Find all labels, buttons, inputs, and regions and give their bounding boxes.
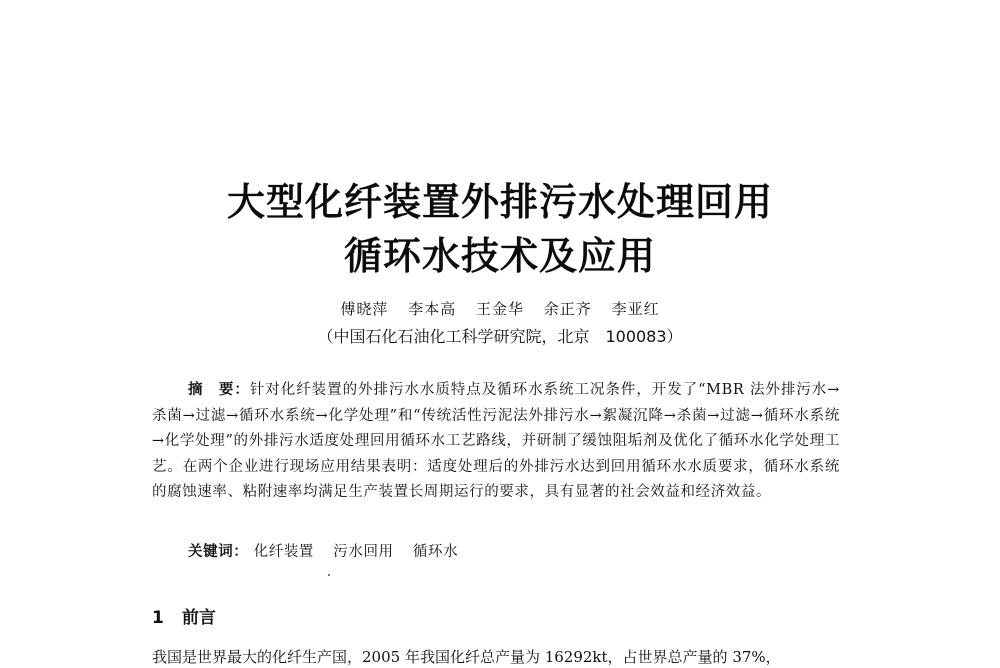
keyword: 化纤装置 bbox=[253, 544, 315, 560]
abstract-text: 针对化纤装置的外排污水水质特点及循环水系统工况条件，开发了“MBR 法外排污水→杀菌→过滤→循环水系统→化学处理”和“传统活性污泥法外排污水→絮凝沉降→杀菌→过滤→循环水系统→化学处理”的外排污水适度处理回用循环水工艺路线，并研制了缓蚀阻垢剂及优化了循环水化学处理工艺。在两个企业进行现场应用结果表明：适度处理后的外排污水达到回用循环水水质要求，循环水系统的腐蚀速率、粘附速率均满足生产装置长周期运行的要求，具有显著的社会效益和经济效益。 bbox=[152, 382, 840, 500]
author-name: 王金华 bbox=[475, 300, 524, 318]
author-name: 余正齐 bbox=[543, 300, 592, 318]
affiliation: （中国石化石油化工科学研究院，北京 100083） bbox=[317, 327, 683, 346]
author-name: 李本高 bbox=[408, 300, 457, 318]
keywords bbox=[188, 540, 472, 564]
paper-title-line-2: 循环水技术及应用 bbox=[343, 234, 656, 278]
abstract-label: 摘 要： bbox=[188, 382, 250, 398]
section-heading bbox=[152, 606, 216, 630]
section-number: 1 bbox=[152, 608, 164, 628]
keyword: 循环水 bbox=[412, 544, 459, 560]
keywords-label: 关键词： bbox=[188, 544, 249, 560]
author-name: 傅晓萍 bbox=[340, 300, 389, 318]
keyword: 污水回用 bbox=[333, 544, 394, 560]
section-title: 前言 bbox=[181, 608, 216, 628]
abstract bbox=[152, 378, 840, 506]
author-name: 李亚红 bbox=[611, 300, 660, 318]
body-paragraph: 我国是世界最大的化纤生产国，2005 年我国化纤总产量为 16292kt，占世界总产量的 37%， bbox=[152, 648, 781, 666]
author-list bbox=[0, 298, 1000, 320]
stray-dot bbox=[328, 574, 330, 576]
paper-title-line-1: 大型化纤装置外排污水处理回用 bbox=[226, 180, 773, 224]
